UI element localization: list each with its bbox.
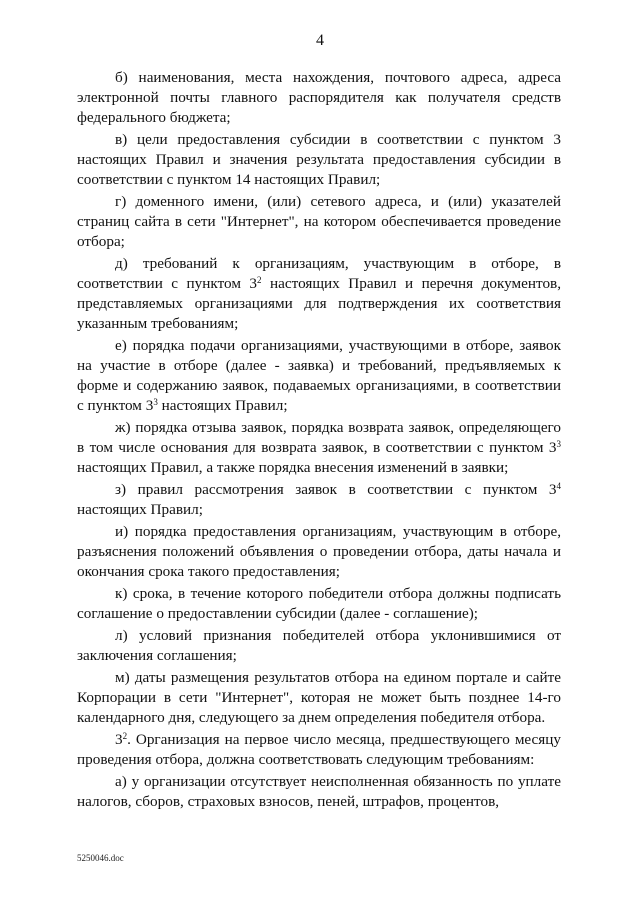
document-body: [77, 68, 561, 814]
paragraph: [77, 626, 561, 666]
paragraph: [77, 730, 561, 770]
paragraph: [77, 68, 561, 128]
paragraph: [77, 480, 561, 520]
paragraph: [77, 336, 561, 416]
paragraph-text: настоящих Правил;: [157, 397, 288, 414]
paragraph-text: ж) порядка отзыва заявок, порядка возврата заявок, определяющего в том числе основания для возврата заявок, в соответствии с пунктом 3: [77, 419, 561, 456]
superscript: 3: [556, 439, 561, 449]
paragraph-text: настоящих Правил и перечня документов, представляемых организациями для подтверждения их соответствия указанным требованиям;: [77, 275, 562, 332]
paragraph: [77, 130, 561, 190]
superscript: 2: [257, 275, 262, 285]
paragraph: [77, 192, 561, 252]
document-filename: 5250046.doc: [77, 853, 124, 863]
paragraph-text: 3: [115, 731, 123, 748]
paragraph-text: з) правил рассмотрения заявок в соответствии с пунктом 3: [115, 481, 557, 498]
paragraph-text: настоящих Правил, а также порядка внесения изменений в заявки;: [77, 459, 509, 476]
page-number: 4: [316, 32, 324, 49]
paragraph: [77, 522, 561, 582]
paragraph-text: к) срока, в течение которого победители отбора должны подписать соглашение о предоставлении субсидии (далее - соглашение);: [77, 585, 561, 622]
paragraph-text: г) доменного имени, (или) сетевого адреса, и (или) указателей страниц сайта в сети "Интернет", на котором обеспечивается проведение отбора;: [77, 193, 561, 250]
paragraph-text: в) цели предоставления субсидии в соответствии с пунктом 3 настоящих Правил и значения результата предоставления субсидии в соответствии с пунктом 14 настоящих Правил;: [77, 131, 561, 188]
paragraph: [77, 254, 561, 334]
paragraph: [77, 584, 561, 624]
paragraph-text: л) условий признания победителей отбора уклонившимися от заключения соглашения;: [77, 627, 561, 664]
paragraph-text: е) порядка подачи организациями, участвующими в отборе, заявок на участие в отборе (далее - заявка) и требований, предъявляемых к форме и содержанию заявок, подаваемых организациями, в соответствии с пунктом 3: [77, 337, 561, 414]
superscript: 3: [153, 397, 158, 407]
paragraph-text: и) порядка предоставления организациям, участвующим в отборе, разъяснения положений объявления о проведении отбора, даты начала и окончания срока такого предоставления;: [77, 523, 561, 580]
paragraph-text: м) даты размещения результатов отбора на едином портале и сайте Корпорации в сети "Интернет", которая не может быть позднее 14-го календарного дня, следующего за днем определения победителя отбора.: [77, 669, 561, 726]
paragraph: [77, 418, 561, 478]
paragraph-text: д) требований к организациям, участвующим в отборе, в соответствии с пунктом 3: [77, 255, 561, 292]
paragraph-text: а) у организации отсутствует неисполненная обязанность по уплате налогов, сборов, страховых взносов, пеней, штрафов, процентов,: [77, 773, 561, 810]
paragraph-text: б) наименования, места нахождения, почтового адреса, адреса электронной почты главного распорядителя как получателя средств федерального бюджета;: [77, 69, 561, 126]
paragraph-text: настоящих Правил;: [77, 501, 203, 518]
superscript: 4: [556, 481, 561, 491]
superscript: 2: [122, 731, 128, 741]
paragraph: [77, 668, 561, 728]
paragraph-text: . Организация на первое число месяца, предшествующего месяцу проведения отбора, должна соответствовать следующим требованиям:: [77, 731, 561, 768]
paragraph: [77, 772, 561, 812]
